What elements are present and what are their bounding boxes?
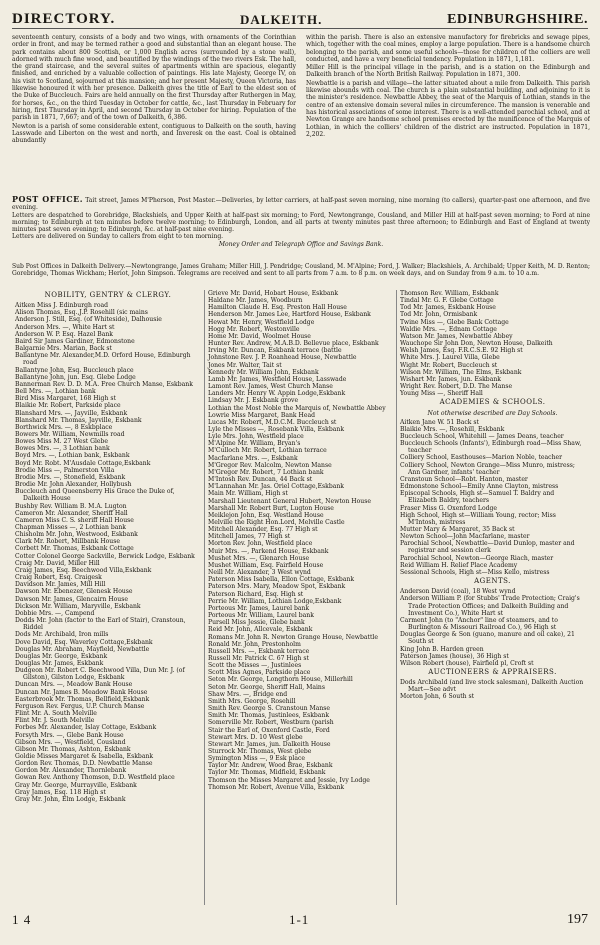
directory-entry: Borthwick Mrs. —, 8 Eskbplace (15, 423, 113, 431)
directory-entry: Stewart Mr. James, jun. Dalkeith House (208, 740, 331, 748)
directory-entry: Mushet Mrs. —, Glenarch House (208, 554, 310, 562)
page-number: 197 (567, 912, 588, 927)
directory-entry: Douglas Mr. Abraham, Mayfield, Newbattle (15, 645, 150, 653)
directory-entry: Sturrock Mr. Thomas, West glebe (208, 748, 312, 755)
directory-entry: M'Culloch Mr. Robert, Lothian terrace (208, 447, 327, 455)
directory-entry: Balgarnie Mrs. Marian, Back st (15, 345, 112, 353)
directory-entry: Ballantyne John, Esq. Buccleuch place (15, 366, 134, 374)
directory-entry: Blaikie Mr. Robert, Parkside place (15, 402, 121, 410)
footer-mark-left: 1 4 (12, 912, 32, 927)
directory-entry: Gordon Rev. Thomas, D.D. Newbattle Manse (15, 760, 153, 768)
directory-entry: Watson Mr. James, Newbattle Abbey (400, 332, 513, 340)
directory-entry: Lyle Mrs. John, Westfield place (208, 433, 304, 441)
directory-entry: Gray James, Esq. 118 High st (15, 788, 106, 796)
directory-entry: Landers Mr. Henry W. Appin Lodge,Eskbank (208, 390, 346, 398)
directory-entry: Wilson Mr. William, The Elms, Eskbank (400, 368, 522, 376)
directory-entry: Marshall Lieutenant General Hubert, Newton House (208, 497, 371, 505)
directory-entry: Main Mr. William, High st (208, 490, 288, 498)
directory-entry: Brodie Mr. John Alexander, Hollybush (15, 481, 132, 489)
auctioneer-entry: Morton John, 6 South st (400, 693, 475, 701)
directory-entry: Lamb Mr. James, Westfield House, Lasswade (208, 375, 347, 383)
directory-entry: Tod Mr. James, Eskbank House (400, 304, 496, 312)
directory-entry: Irving Mr. Duncan, Eskbank terrace (battle (208, 347, 342, 355)
directory-entry: Craig James, Esq. Beechwood Villa,Eskbank (15, 566, 152, 574)
school-entry: Buccleuch Schools (Infants'), Edinburgh road—Miss Shaw, teacher (400, 440, 582, 455)
directory-entry: Cameron Miss C. S. sheriff Hall House (15, 516, 134, 524)
agent-entry: Douglas George & Son (guano, manure and oil cake), 21 South st (400, 631, 575, 646)
directory-entry: Duncan Mr. James B. Meadow Bank House (15, 688, 148, 696)
school-entry: Colliery School, Newton Grange—Miss Munro, mistress; Ann Gardner, infants' teacher (400, 461, 575, 476)
directory-entry: Taylor Mr. Thomas, Midfield, Eskbank (208, 769, 326, 777)
directory-entry: Douglas Mr. George, Eskbank (15, 652, 108, 660)
directory-entry: Cotter Colonel George Sackville, Berwick Lodge, Eskbank (15, 552, 195, 560)
agent-entry: Anderson William P. (for Stubbs' Trade Protection; Craig's Trade Protection Offices; and Dalkeith Building and Investment Co.), White Hart st (400, 595, 580, 617)
directory-entry: Somerville Mr. Robert, Westburn (parish (208, 719, 334, 727)
school-entry: Buccleuch School, Whitehill — James Deans, teacher (400, 432, 564, 440)
directory-entry: Wishart Mr. James, jun. Eskbank (400, 375, 501, 383)
directory-entry: Forsyth Mrs. —, Glebe Bank House (15, 731, 124, 739)
directory-entry: Mitchell Alexander, Esq. 77 High st (208, 526, 318, 534)
directory-entry: M'Alpine Mr. William, Bryan's (208, 440, 301, 448)
directory-entry: Mitchell James, 77 High st (208, 533, 291, 541)
directory-entry: Thomson Mr. Robert, Avenue Villa, Eskbank (208, 783, 345, 791)
directory-entry: Boyd Mr. Robt. M'Ausdale Cottage,Eskbank (15, 459, 151, 467)
intro-para: Newton is a parish of some considerable extent, contiguous to Dalkeith on the south, having Lasswade and Liberton on the west and north, and Inveresk on the east. Coal is obtained abundantly (12, 122, 296, 145)
post-office-despatch: Letters are despatched to Gorebridge, Blackshiels, and Upper Keith at half-past six morning; to Ford, Newtongrange, Cousland, and Miller Hill at half-past seven morning; to Ford at nine morning; to Edinburgh at ten minutes before twelve morning; to Edinburgh, London, and all parts at twenty minutes past three afternoon; to Edinburgh and East of England at twenty minutes past seven evening; to Edinburgh, &c. at half-past nine evening. (12, 211, 590, 234)
directory-entry: Forbes Mr. Alexander, Islay Cottage, Eskbank (15, 724, 157, 732)
agent-entry: Paterson James (house), 36 High st (400, 652, 509, 660)
school-entry: Fraser Miss G. Oxenford Lodge (400, 504, 498, 512)
directory-entry: Johnstone Rev. J. P. Roanhead House, Newbattle (208, 354, 357, 362)
directory-entry: Twine Miss —, Glebe Bank Cottage (400, 318, 509, 326)
school-entry: Colliery School, Easthouses—Marion Noble, teacher (400, 454, 563, 462)
directory-entry: Smith Mr. Thomas, Justinlees, Eskbank (208, 712, 330, 720)
academies-note: Not otherwise described are Day Schools. (427, 409, 558, 417)
directory-entry: Anderson J. Still, Esq. (of Whiteside), Dalhousie (15, 316, 162, 324)
directory-entry: Dods Mr. Archibald, Iron mills (15, 631, 109, 639)
directory-entry: Aitken Miss J. Edinburgh road (15, 302, 109, 310)
directory-entry: Reid Mr. John, Allcevale, Eskbank (208, 626, 313, 634)
directory-entry: Lyle the Misses —, Rosebank Villa, Eskbank (208, 425, 345, 433)
directory-entry: Jones Mr. Walter, Tait st (208, 361, 282, 369)
directory-entry: Bird Miss Margaret, 168 High st (15, 395, 116, 403)
directory-entry: Smith Mrs. George, Rosehill (208, 697, 296, 705)
directory-entry: Stewart Mrs. D. 10 West glebe (208, 733, 303, 741)
directory-entry: Shaw Mrs. —, Bridge end (208, 690, 288, 698)
sub-post-offices: Sub Post Offices in Dalkeith Delivery.—Newtongrange, James Graham; Miller Hill, J. Pendridge; Cousland, M. M'Alpine; Ford, J. Walker; Blackshiels, A. Archibald; Upper Keith, M. D. Renton; Gorebridge, Thomas Wickham; Heriot, John Simpson. Telegrams are received and sent to all parts from 7 a.m. to 8 p.m. on week days, and on Sunday from 9 a.m. to 10 a.m. (12, 263, 590, 278)
directory-entry: Dawson Mr. Ebenezer, Glenesk House (15, 588, 133, 596)
section-heading-nobility: NOBILITY, GENTRY & CLERGY. (44, 291, 172, 299)
directory-entry: Craig Robert, Esq. Craigesk (15, 574, 102, 582)
directory-entry: Henderson Mr. James Lee, Hartford House, Eskbank (208, 311, 371, 319)
directory-entry: Smith Rev. George S. Cranstoun Manse (208, 705, 331, 713)
directory-entry: Corbett Mr. Thomas, Eskbank Cottage (15, 545, 134, 553)
directory-entry: Blanshard Mr. Thomas, Jayville, Eskbank (15, 416, 142, 424)
directory-entry: Dickson Mr. William, Maryville, Eskbank (15, 602, 141, 610)
directory-entry: Davidson Mr. James, Mill Hill (15, 581, 106, 589)
school-entry: Blaikie Mrs. —, Rosehill, Eskbank (400, 425, 505, 433)
directory-entry: Bowes Mrs. —, 3 Lothian bank (15, 445, 110, 453)
directory-entry: Ballantyne John, jun. Esq. Glebe Lodge (15, 373, 136, 381)
school-entry: High School, High st—William Young, rector; Miss M'Intosh, mistress (400, 511, 556, 526)
directory-entry: Brodie Miss —, Palmerston Villa (15, 466, 115, 474)
directory-entry: Hamilton Claude H. Esq. Preston Hall House (208, 304, 347, 312)
school-entry: Aitken Jane W. 51 Back st (400, 418, 479, 426)
school-entry: Parochial School, Newbattle—David Dunlop, master and registrar and session clerk (400, 540, 575, 555)
section-heading-auctioneers: AUCTIONEERS & APPRAISERS. (428, 667, 557, 676)
directory-entry: Dove David, Esq. Waverley Cottage,Eskbank (15, 638, 153, 646)
money-order-line: Money Order and Telegraph Office and Savings Bank. (218, 240, 384, 248)
directory-entry: Romans Mr. John R. Newton Grange House, Newbattle (208, 633, 378, 641)
agent-entry: Carment John (to "Anchor" line of steamers, and to Burlington & Missouri Railroad Co.), 96 High st (400, 616, 558, 632)
agent-entry: King John B. Harden green (400, 645, 484, 653)
header-left: DIRECTORY. (12, 11, 116, 27)
directory-entry: Gray Mr. George, Murrayville, Eskbank (15, 781, 137, 789)
directory-entry: M'Gregor Rev. Malcolm, Newton Manse (208, 461, 332, 469)
directory-entry: Bannerman Rev. D. D. M.A. Free Church Manse, Eskbank (15, 380, 193, 388)
page-header (12, 6, 588, 29)
directory-entry: Brodie Mrs. —, Stonefield, Eskbank (15, 473, 126, 481)
directory-entry: Baird Sir James Gardiner, Edmonstone (15, 337, 135, 345)
directory-entry: White Mrs. J. Laurel Villa, Glebe (400, 354, 500, 362)
directory-entry: Grieve Mr. David, Hobart House, Eskbank (208, 290, 339, 297)
footer-mark-center: 1-1 (288, 912, 310, 927)
header-center: DALKEITH. (240, 12, 323, 27)
directory-entry: Wright Rev. Robert, D.D. The Manse (400, 383, 513, 391)
directory-entry: Bushby Rev. William B. M.A. Lugton (15, 502, 127, 510)
school-entry: Newton School—John Macfarlane, master (400, 533, 530, 541)
directory-entry: Dawson Mr. James, Glencairn House (15, 595, 128, 603)
directory-entry: Lindsay Mr. J. Eskbank grove (208, 397, 299, 405)
directory-entry: Hewat Mr. Henry, Westfield Lodge (208, 318, 315, 326)
school-entry: Reid William H. Relief Place Academy (400, 561, 518, 569)
directory-entry: Kennedy Mr. William John, Eskbank (208, 368, 319, 376)
directory-entry: Lucas Mr. Robert, M.D.C.M. Buccleuch st (208, 418, 337, 426)
directory-entry: Tindal Mr. G. F. Glebe Cottage (400, 297, 494, 305)
directory-entry: Stair the Earl of, Oxenford Castle, Ford (208, 726, 330, 734)
directory-entry: Russell Mr. Patrick C. 67 High st (208, 654, 309, 662)
directory-entry: Bowers Mr. William, Newmills road (15, 430, 125, 438)
directory-entry: Taylor Mr. Andrew, Wood Brae, Eskbank (208, 762, 333, 770)
directory-entry: Neill Mr. Alexander, 3 West wynd (208, 569, 311, 577)
school-entry: Parochial School, Newton—George Riach, master (400, 554, 554, 562)
directory-entry: Muir Mrs. —, Parkend House, Eskbank (208, 547, 329, 555)
column-3 (396, 290, 588, 905)
directory-entry: M'Intosh Rev. Duncan, 44 Back st (208, 476, 313, 484)
directory-entry: Paterson Miss Isabella, Ellon Cottage, Eskbank (208, 576, 355, 584)
directory-entry: Ballantyne Mr. Alexander,M.D. Orford House, Edinburgh road (15, 352, 191, 367)
directory-entry: Chapman Misses —, 2 Lothian bank (15, 524, 126, 531)
directory-entry: Flint Mr. J. South Melville (15, 717, 95, 725)
directory-entry: Boyd Mrs. —, Lothian bank, Eskbank (15, 452, 130, 460)
post-office-section (12, 196, 590, 248)
school-entry: Episcopal Schools, High st—Samuel T. Baldry and Elizabeth Baldry, teachers (400, 490, 555, 505)
directory-entry: Cameron Mr. Alexander, Sheriff Hall (15, 509, 128, 517)
directory-entry: Waldie Mrs. —, Ednam Cottage (400, 325, 497, 333)
school-entry: Cranstoun School—Robt. Hanton, master (400, 475, 528, 483)
directory-entry: Craig Mr. David, Miller Hill (15, 559, 100, 567)
intro-para: Newbattle is a parish and village—the latter situated about a mile from Dalkeith. This parish likewise abounds with coal. The church is a plain substantial building, and adjoining to it is the minister's residence. Newbattle Abbey, the seat of the Marquis of Lothian, stands in the centre of an extensive domain several miles in circumference. The mansion is venerable and has historical associations of some interest. There is a well-attended parochial school, and at Newton Grange are handsome school premises erected by the munificence of the Marquis of Lothian, in which the colliers' children of the district are instructed. Population in 1871, 2,202. (306, 79, 590, 138)
directory-entry: Gordon Mr. Alexander, Thornlebank (15, 767, 127, 775)
directory-entry: Flint Mr. A. South Melville (15, 710, 97, 718)
directory-entry: Hogg Mr. Robert, Westonville (208, 325, 300, 333)
directory-entry: Dobbie Mrs. —, Campend (15, 609, 95, 617)
intro-para: seventeenth century, consists of a body and two wings, with ornaments of the Corinthian order in front, and may be termed rather a good and substantial than an elegant house. The park contains about 800 Scottish, or 1,000 English acres (surrounded by a stone wall), adorned with much fine wood, and beautified by the windings of the two rivers Esk. The hall, the grand staircase, and the several suites of apartments within are spacious, elegantly finished, and enriched by a valuable collection of paintings. His late Majesty, George IV, on his visit to Scotland, sojourned at this mansion; and her present Majesty, Queen Victoria, has likewise honoured it with her presence. Dalkeith gives the title of Earl to the eldest son of the Duke of Buccleuch. Fairs are held annually on the first Thursday after Ruthergen in May, for horses, &c., on the third Tuesday in October for cattle, &c., last Thursday in February for hiring, first Thursday in April, and second Thursday in October for hiring. Population of the parish in 1871, 7,667; and of the town of Dalkeith, 6,386. (12, 34, 296, 122)
directory-entry: Douglas Mr. James, Eskbank (15, 659, 104, 667)
post-office-sunday: Letters are delivered on Sunday to callers from eight to ten morning. (12, 233, 224, 241)
directory-entry: Wight Mr. Robert, Buccleuch st (400, 361, 498, 369)
intro-para: within the parish. There is also an extensive manufactory for firebricks and sewage pipes, which, together with the coal mines, employ a large population. There is a handsome church belonging to the parish, and some useful schools—those for children of the colliers are well conducted, and have a very beneficial tendency. Population in 1871, 1,181. (306, 34, 590, 63)
directory-entry: Scott the Misses —, Justinlees (208, 662, 302, 670)
directory-entry: Tod Mr. John, Ormisbank (400, 311, 478, 319)
directory-entry: Young Miss —, Sheriff Hall (400, 390, 483, 398)
directory-entry: Lothian the Most Noble the Marquis of, Newbattle Abbey (208, 404, 386, 412)
directory-entry: Duncan Mrs. —, Meadow Bank House (15, 681, 133, 689)
directory-entry: Scott Miss Agnes, Parkside place (208, 669, 311, 677)
directory-entry: Hunter Rev. Andrew, M.A.B.D. Bellevue place, Eskbank (208, 340, 379, 348)
directory-entry: Dudgeon Mr. Robert C. Beechwood Villa, Dun Mr. J. (of Gilston), Gilston Lodge, Eskbank (15, 667, 185, 682)
directory-entry: Ferguson Rev. Fergus, U.P. Church Manse (15, 702, 145, 710)
directory-entry: Welsh James, Esq. F.R.C.S.E. 92 High st (400, 347, 523, 355)
intro-text (12, 34, 590, 194)
directory-entry: Seton Mr. George, Longthorn House, Millerhill (208, 676, 353, 684)
directory-entry: Russell Mrs. —, Eskbank terrace (208, 647, 310, 655)
school-entry: Edmonstone School—Emily Anne Clayton, mistress (400, 483, 559, 491)
directory-entry: M'Gregor Mr. Robert, 7 Lothian bank (208, 468, 324, 476)
section-heading-academies: ACADEMIES & SCHOOLS. (439, 398, 546, 407)
school-entry: Sessional Schools, High st—Miss Kello, mistress (400, 568, 550, 576)
directory-entry: Gibson Mrs. —, Westfield, Cousland (15, 738, 126, 746)
post-office-para (12, 196, 590, 212)
intro-col-left (12, 34, 296, 194)
directory-entry: Buccleuch and Queensberry His Grace the Duke of, Dalkeith House (15, 488, 175, 503)
page-footer (12, 910, 588, 930)
school-entry: Mutter Mary & Margaret, 35 Back st (400, 526, 515, 533)
directory-entry: Macfarlane Mrs. —, Eskbank (208, 454, 298, 462)
directory-entry: Anderson Mrs. —, White Hart st (15, 323, 115, 331)
directory-entry: Lamont Rev. James, West Church Manse (208, 383, 333, 391)
directory-entry: Clark Mr. Robert, Millbank House (15, 538, 120, 546)
agent-entry: Wilson Robert (house), Fairfield pl, Croft st (400, 659, 534, 667)
directory-entry: Perrie Mr. William, Lothian Lodge,Eskbank (208, 597, 342, 605)
directory-entry: Wauchope Sir John Don, Newton House, Dalkeith (400, 340, 553, 348)
directory-columns (12, 290, 590, 905)
directory-entry: Seton Mr. George, Sheriff Hall, Mains (208, 683, 325, 691)
directory-entry: Ronald Mr. John, Prestonholm (208, 640, 301, 648)
directory-entry: Lowrie Miss Margaret, Bank Head (208, 411, 315, 419)
directory-entry: Melville the Right Hon.Lord, Melville Castle (208, 519, 345, 526)
column-2 (204, 290, 396, 905)
directory-entry: Symington Miss —, 9 Esk place (208, 755, 306, 763)
directory-entry: Meiklejon John, Esq. Westland House (208, 511, 324, 519)
directory-entry: Pursell Miss Jessie, Glebe bank (208, 619, 305, 627)
intro-col-right (306, 34, 590, 194)
directory-entry: Goldie Misses Margaret & Isabella, Eskbank (15, 753, 154, 760)
directory-entry: Home Mr. David, Woolmet House (208, 332, 311, 340)
directory-entry: Chisholm Mr. John, Westwood, Eskbank (15, 531, 138, 539)
directory-entry: Paterson Richard, Esq. High st (208, 590, 304, 598)
directory-entry: Thomson the Misses Margaret and Jessie, Ivy Lodge (208, 776, 370, 784)
directory-entry: Bowes Miss M. 27 West Glebe (15, 438, 109, 446)
directory-entry: Blanshard Mrs. —, Jayville, Eskbank (15, 409, 128, 417)
directory-entry: Porteous Mr. James, Laurel bank (208, 604, 310, 612)
directory-entry: Alison Thomas, Esq.,J.P. Rosehill (sic mains (15, 309, 148, 317)
directory-entry: Porteous Mr. William, Laurel bank (208, 612, 314, 620)
directory-entry: Anderson W. P. Esq. Hazel Bank (15, 330, 113, 338)
directory-entry: Bell Mrs. —, Lothian bank (15, 388, 96, 396)
intro-para: Miller Hill is the principal village in the parish, and is a station on the Edinburgh and Dalkeith branch of the North British Railway. Population in 1871, 300. (306, 64, 590, 79)
agent-entry: Anderson David (coal), 18 West wynd (400, 588, 516, 596)
directory-entry: Paterson Mrs. Mary, Meadow Spot, Eskbank (208, 583, 346, 591)
directory-entry: Marshall Mr. Robert Burt, Lugton House (208, 504, 334, 512)
directory-entry: Gowan Rev. Anthony Thomson, D.D. Westfield place (15, 774, 175, 782)
post-office-heading: POST OFFICE. (12, 194, 84, 204)
directory-entry: Gibson Mr. Thomas, Ashton, Eskbank (15, 745, 131, 753)
directory-entry: Mushet William, Esq. Fairfield House (208, 561, 324, 569)
header-right: EDINBURGHSHIRE. (447, 12, 588, 27)
directory-entry: Haldane Mr. James, Woodburn (208, 297, 303, 305)
directory-entry: Dodds Mr. John (factor to the Earl of Stair), Cranstoun, Riddel (15, 617, 186, 632)
directory-entry: M'Lannahan Mr. Jas. Oriel Cottage,Eskbank (208, 483, 345, 491)
post-office-text: Tait street, James M'Pherson, Post Master.—Deliveries, by letter carriers, at half-past seven morning, nine morning (to callers), quarter-past one afternoon, and five evening. (12, 197, 590, 212)
directory-entry: Thomson Rev. William, Eskbank (400, 290, 499, 297)
directory-entry: Easterbrook Mr. Thomas, Bellfield,Eskbank (15, 695, 150, 703)
column-1 (12, 290, 204, 905)
auctioneer-entry: Dods Archibald (and live stock salesman), Dalkeith Auction Mart—See advt (400, 679, 584, 694)
directory-entry: Gray Mr. John, Elm Lodge, Eskbank (15, 795, 126, 803)
directory-entry: Morton Rev. John, Westfield place (208, 540, 313, 548)
section-heading-agents: AGENTS. (474, 577, 511, 586)
